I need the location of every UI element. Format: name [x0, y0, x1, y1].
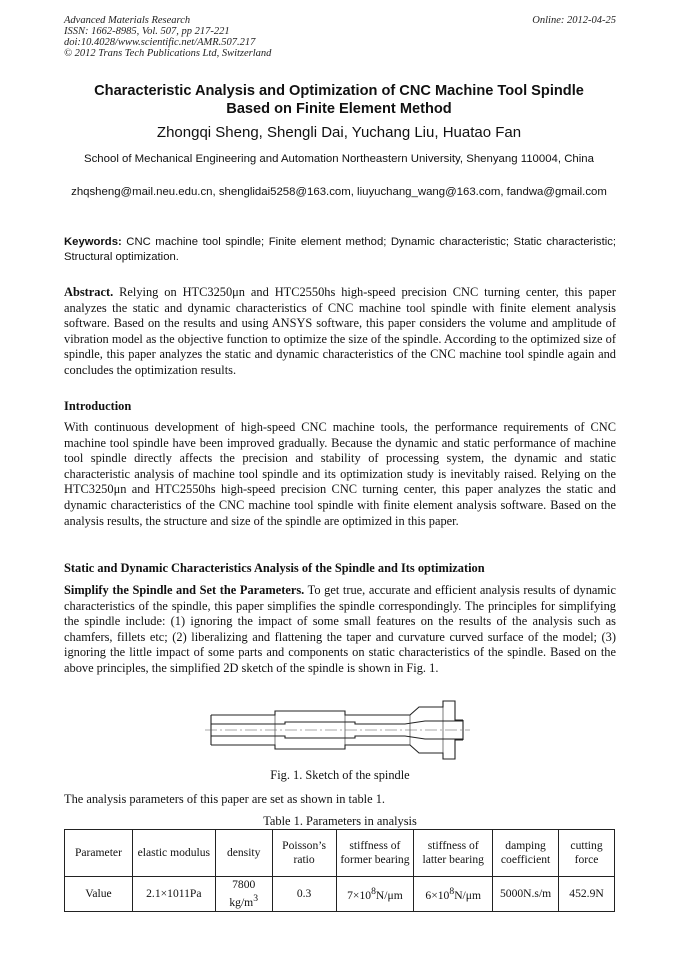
abstract-label: Abstract.	[64, 285, 114, 299]
density-exponent: 3	[253, 893, 259, 904]
header-cell: elastic modulus	[132, 830, 215, 877]
spindle-sketch	[205, 700, 470, 760]
header-cell: stiffness of latter bearing	[414, 830, 493, 877]
latter-stiffness-value	[414, 877, 493, 912]
former-stiffness-base: 7×10	[347, 888, 372, 902]
latter-stiffness-base: 6×10	[425, 888, 450, 902]
header-cell: Poisson’s ratio	[272, 830, 336, 877]
journal-header	[64, 15, 616, 59]
affiliation: School of Mechanical Engineering and Automation Northeastern University, Shenyang 110004, China	[84, 153, 594, 165]
density-number: 7800	[232, 878, 256, 891]
author-emails: zhqsheng@mail.neu.edu.cn, shenglidai5258@163.com, liuyuchang_wang@163.com, fandwa@gmail.com	[71, 186, 607, 198]
latter-stiffness-exponent: 8	[449, 886, 455, 897]
simplify-paragraph	[64, 583, 616, 677]
params-sentence: The analysis parameters of this paper are set as shown in table 1.	[64, 792, 386, 806]
table-title: Table 1. Parameters in analysis	[263, 814, 417, 828]
header-cell: cutting force	[559, 830, 615, 877]
row-label: Value	[65, 877, 133, 912]
abstract	[64, 285, 616, 379]
doi-line: doi:10.4028/www.scientific.net/AMR.507.217	[64, 37, 256, 48]
table-value-row	[65, 877, 615, 912]
damping-value: 5000N.s/m	[493, 877, 559, 912]
spindle-outline-top	[211, 701, 463, 720]
former-stiffness-unit: N/μm	[375, 888, 403, 902]
section-heading-analysis: Static and Dynamic Characteristics Analysis of the Spindle and Its optimization	[64, 561, 485, 575]
copyright-line: © 2012 Trans Tech Publications Ltd, Switzerland	[64, 48, 272, 59]
introduction-heading: Introduction	[64, 399, 132, 413]
keywords-label: Keywords:	[64, 236, 122, 248]
simplify-text: To get true, accurate and efficient analysis results of dynamic characteristics of the spindle, this paper simplifies the spindle correspondingly. The principles for simplifying the spindle include: (1) ignoring the impact of some small features on the results of the analysis such as chamfers, fillets etc; (2) liberalizing and flattening the taper and curvature curved surface of the model; (3) ignoring the little impact of some parts and components on static characteristics of the spindle. Based on the above principles, the simplified 2D sketch of the spindle is shown in Fig. 1.	[64, 583, 616, 675]
keywords-text: CNC machine tool spindle; Finite element method; Dynamic characteristic; Static characteristic; Structural optimization.	[64, 236, 616, 263]
authors: Zhongqi Sheng, Shengli Dai, Yuchang Liu, Huatao Fan	[156, 124, 522, 141]
paper-title	[40, 82, 638, 118]
header-cell: Parameter	[65, 830, 133, 877]
modulus-value: 2.1×1011Pa	[132, 877, 215, 912]
header-cell: stiffness of former bearing	[336, 830, 414, 877]
keywords	[64, 235, 616, 265]
density-value	[215, 877, 272, 912]
abstract-text: Relying on HTC3250μn and HTC2550hs high-speed precision CNC turning center, this paper analyzes the static and dynamic characteristics of CNC machine tool spindle with finite element analysis software. Based on the results and using ANSYS software, this paper considers the volume and amplitude of vibration model as the objective function to optimize the size of the spindle. According to the optimized size of spindle, this paper analyzes the static and dynamic characteristics of the CNC machine tool spindle again and concludes the optimization results.	[64, 285, 616, 377]
latter-stiffness-unit: N/μm	[454, 888, 482, 902]
issn-line: ISSN: 1662-8985, Vol. 507, pp 217-221	[64, 26, 230, 37]
title-line-1: Characteristic Analysis and Optimization of CNC Machine Tool Spindle	[94, 83, 584, 99]
title-line-2: Based on Finite Element Method	[226, 101, 452, 117]
figure-caption: Fig. 1. Sketch of the spindle	[270, 768, 410, 782]
spindle-bore-top	[211, 721, 463, 724]
former-stiffness-value	[336, 877, 414, 912]
density-unit: kg/m	[229, 895, 254, 909]
poisson-value: 0.3	[272, 877, 336, 912]
journal-name: Advanced Materials Research	[64, 15, 191, 26]
simplify-label: Simplify the Spindle and Set the Parameters.	[64, 583, 305, 597]
online-date: Online: 2012-04-25	[532, 15, 616, 26]
spindle-bore-bottom	[211, 736, 463, 739]
introduction-paragraph: With continuous development of high-speed CNC machine tools, the performance requirements of CNC machine tool spindle have been improved gradually. Because the dynamic and static performance of machine tool spindle directly affects the precision and stability of processing system, the dynamic and static characteristic analysis of machine tool spindle and its optimization study is inevitably raised. Relying on the HTC3250μn and HTC2550hs high-speed precision CNC turning center, this paper analyzes the static and dynamic characteristics of the CNC machine tool spindle with finite element analysis software. Based on the analysis results, the structure and size of the spindle are optimized in this paper.	[64, 420, 616, 528]
parameters-table	[64, 829, 615, 912]
table-header-row	[65, 830, 615, 877]
header-cell: density	[215, 830, 272, 877]
spindle-outline-bottom	[211, 740, 463, 759]
header-cell: damping coefficient	[493, 830, 559, 877]
force-value: 452.9N	[559, 877, 615, 912]
former-stiffness-exponent: 8	[371, 886, 376, 897]
